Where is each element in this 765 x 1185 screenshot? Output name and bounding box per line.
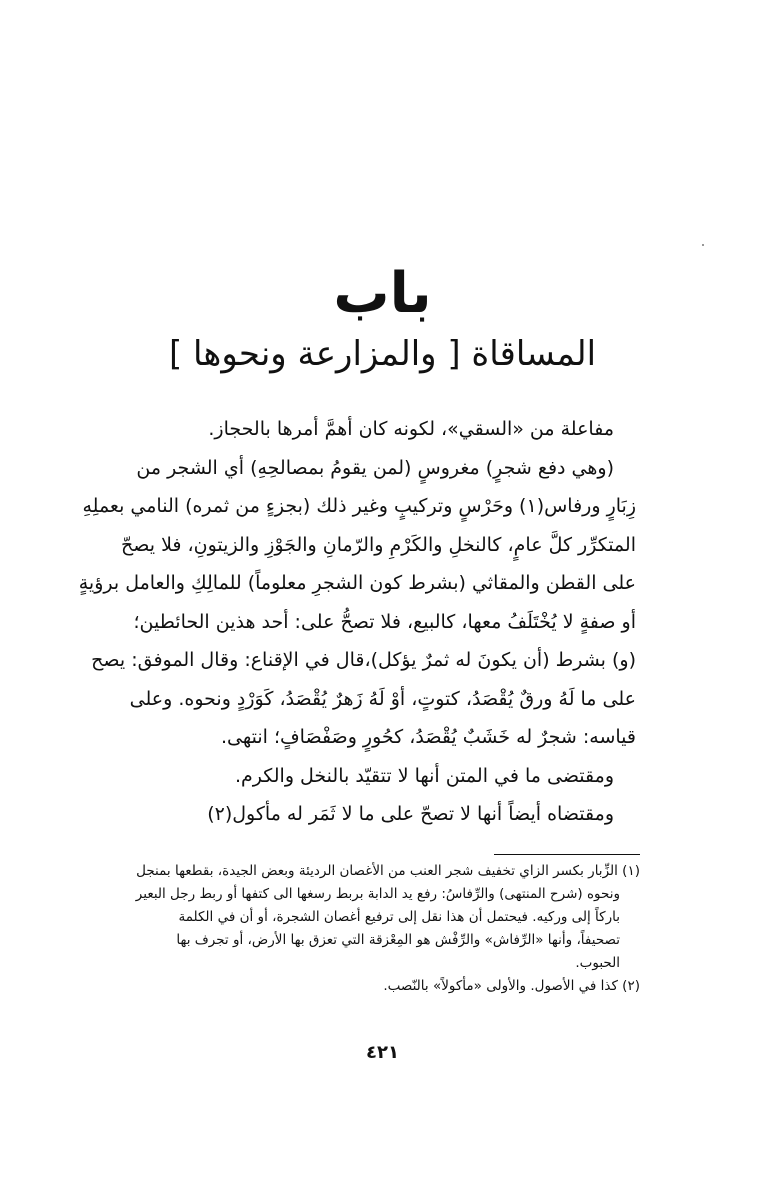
footnote-line: ونحوه (شرح المنتهى) والرِّفاسُ: رفع يد الدابة بربط رسغها الى كتفها أو ربط رجل البعير [135, 886, 620, 902]
text-line: ومقتضى ما في المتن أنها لا تتقيّد بالنخل والكرم. [234, 764, 614, 787]
main-text [78, 410, 636, 834]
text-line: أو صفةٍ لا يُخْتَلَفُ معها، كالبيع، فلا تصحُّ على: أحد هذين الحائطين؛ [133, 610, 636, 633]
chapter-title: باب [333, 261, 432, 326]
footnotes [128, 860, 640, 998]
footnote-line: (٢) كذا في الأصول. والأولى «مأكولاً» بالنّصب. [383, 978, 640, 994]
footnote-line: باركاً إلى وركيه. فيحتمل أن هذا نقل إلى ترفيع أغصان الشجرة، أو أن في الكلمة [178, 909, 620, 925]
text-line: قياسه: شجرٌ له خَشَبٌ يُقْصَدُ، كحُورٍ وصَفْصَافٍ؛ انتهى. [220, 726, 636, 748]
footnote-line: تصحيفاً، وأنها «الرِّفاش» والرِّفْش هو المِعْزقة التي تعزق بها الأرض، أو تجرف بها [176, 932, 620, 948]
text-line: (و) بشرط (أن يكونَ له ثمرٌ يؤكل)،قال في الإقناع: وقال الموفق: يصح [91, 649, 636, 671]
footnote-line: (١) الزِّبار بكسر الزاي تخفيف شجر العنب من الأغصان الرديئة وبعض الجيدة، بقطعها بمنجل [136, 863, 640, 879]
chapter-subtitle: المساقاة [ والمزارعة ونحوها ] [168, 334, 597, 374]
text-line: ومقتضاه أيضاً أنها لا تصحّ على ما لا ثَمَر له مأكول(٢) [207, 803, 614, 825]
text-line: زِبَارٍ ورفاس(١) وحَرْسٍ وتركيبٍ وغير ذلك (بجزءٍ من ثمره) النامي بعملِهِ [82, 495, 636, 517]
text-line: على ما لَهُ ورقٌ يُقْصَدُ، كتوتٍ، أوْ لَهُ زَهرٌ يُقْصَدُ، كَوَرْدٍ ونحوه. وعلى [129, 687, 636, 710]
scan-speck [702, 244, 704, 246]
text-line: (وهي دفع شجرٍ) مغروسٍ (لمن يقومُ بمصالحِهِ) أي الشجر من [136, 456, 614, 479]
text-line: مفاعلة من «السقي»، لكونه كان أهمَّ أمرها بالحجاز. [208, 418, 614, 440]
footnote-separator [494, 854, 640, 855]
text-line: المتكرِّر كلَّ عامٍ، كالنخلِ والكَرْمِ والرّمانِ والجَوْزِ والزيتونِ، فلا يصحّ [121, 533, 636, 556]
page-number: ٤٢١ [366, 1042, 399, 1063]
footnote-line: الحبوب. [575, 955, 620, 971]
text-line: على القطن والمقاثي (بشرط كون الشجرِ معلوماً) للمالِكِ والعامل برؤيةٍ [78, 572, 636, 594]
